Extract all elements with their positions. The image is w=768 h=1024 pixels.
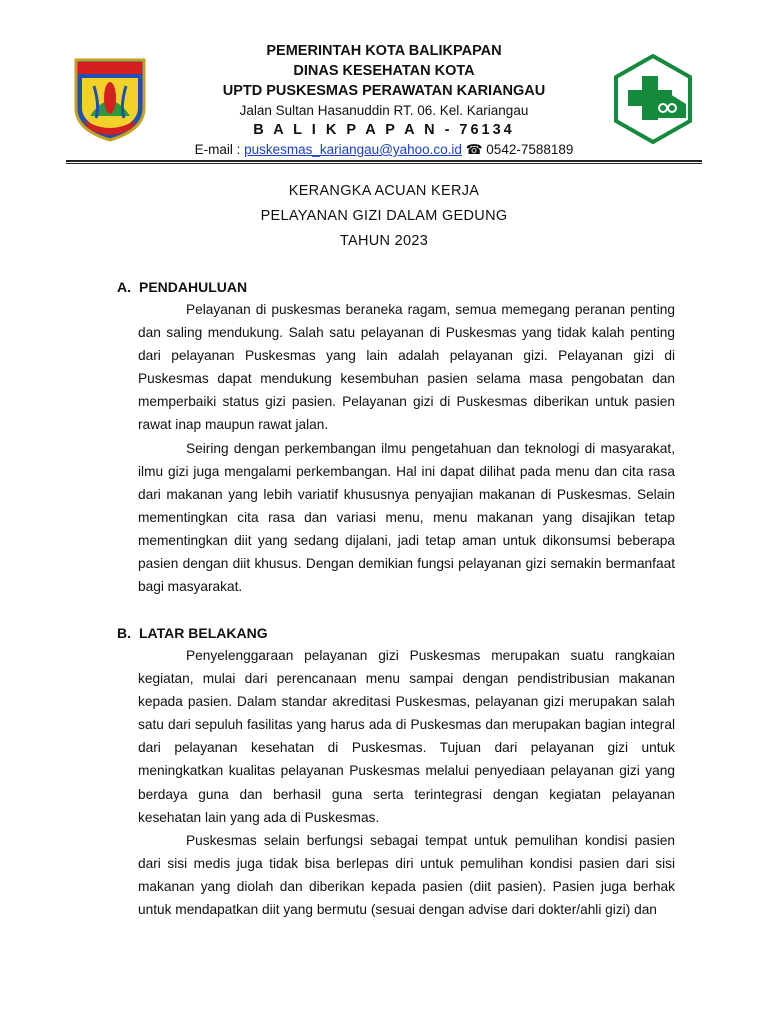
title-line-3: TAHUN 2023 [339, 233, 429, 249]
contact-line [150, 140, 618, 159]
department-name: DINAS KESEHATAN KOTA [293, 63, 475, 79]
email-label: E-mail : [194, 142, 245, 157]
section-pendahuluan [117, 277, 675, 598]
puskesmas-cross-logo-icon [608, 54, 698, 144]
letterhead [0, 0, 768, 160]
letterhead-divider [66, 160, 702, 162]
city-postcode: B A L I K P A P A N - 76134 [253, 122, 515, 138]
email-link[interactable]: puskesmas_kariangau@yahoo.co.id [244, 142, 462, 157]
document-title [0, 179, 768, 254]
section-number: B. [117, 625, 131, 641]
section-latar-belakang [117, 623, 675, 921]
address: Jalan Sultan Hasanuddin RT. 06. Kel. Kariangau [239, 103, 529, 118]
paragraph: Pelayanan di puskesmas beraneka ragam, semua memegang peranan penting dan saling mendukung. Salah satu pelayanan di Puskesmas yang tidak kalah penting dari pelayanan Puskesmas yang lain adalah pelayanan gizi. Pelayanan gizi di Puskesmas dapat mendukung kesembuhan pasien selama masa pengobatan dan memperbaiki status gizi pasien. Pelayanan gizi di Puskesmas diberikan untuk pasien rawat inap maupun rawat jalan. [138, 302, 675, 433]
paragraph: Penyelenggaraan pelayanan gizi Puskesmas merupakan suatu rangkaian kegiatan, mulai dari perencanaan menu sampai dengan pendistribusian makanan kepada pasien. Dalam standar akreditasi Puskesmas, pelayanan gizi merupakan salah satu dari sepuluh fasilitas yang harus ada di Puskesmas dan merupakan bagian integral dari pelayanan kesehatan di Puskesmas. Tujuan dari pelayanan gizi untuk meningkatkan kualitas pelayanan Puskesmas melalui penyediaan pelayanan gizi yang berdaya guna dan berhasil guna serta terintegrasi dengan kegiatan pelayanan kesehatan lain yang ada di Puskesmas. [138, 648, 675, 825]
title-line-2: PELAYANAN GIZI DALAM GEDUNG [260, 208, 508, 224]
section-title: LATAR BELAKANG [139, 625, 268, 641]
paragraph: Puskesmas selain berfungsi sebagai tempat untuk pemulihan kondisi pasien dari sisi medis juga tidak bisa berlepas diri untuk pemulihan kondisi pasien dari sisi makanan yang diolah dan diberikan kepada pasien (diit pasien). Pasien juga berhak untuk mendapatkan diit yang bermutu (sesuai dengan advise dari dokter/ahli gizi) dan [138, 832, 675, 918]
section-title: PENDAHULUAN [139, 279, 248, 295]
institution-name: UPTD PUSKESMAS PERAWATAN KARIANGAU [222, 83, 546, 99]
title-line-1: KERANGKA ACUAN KERJA [288, 183, 480, 199]
section-number: A. [117, 279, 131, 295]
letterhead-text [150, 41, 618, 159]
letterhead-divider-thin [66, 163, 702, 164]
balikpapan-city-emblem-icon [70, 56, 150, 142]
section-heading [117, 277, 675, 298]
paragraph: Seiring dengan perkembangan ilmu pengetahuan dan teknologi di masyarakat, ilmu gizi juga mengalami perkembangan. Hal ini dapat dilihat pada menu dan cita rasa dari makanan yang lebih variatif khususnya penyajian makanan di Puskesmas. Selain mementingkan cita rasa dan variasi menu, menu makanan yang disajikan tetap mementingkan diit yang sedang dijalani, jadi tetap aman untuk dikonsumsi beberapa pasien dengan diit khusus. Dengan demikian fungsi pelayanan gizi semakin bermanfaat bagi masyarakat. [138, 440, 675, 595]
phone-number: 0542-7588189 [482, 142, 574, 157]
government-name: PEMERINTAH KOTA BALIKPAPAN [266, 43, 502, 59]
phone-icon: ☎ [465, 142, 483, 157]
section-heading [117, 623, 675, 644]
